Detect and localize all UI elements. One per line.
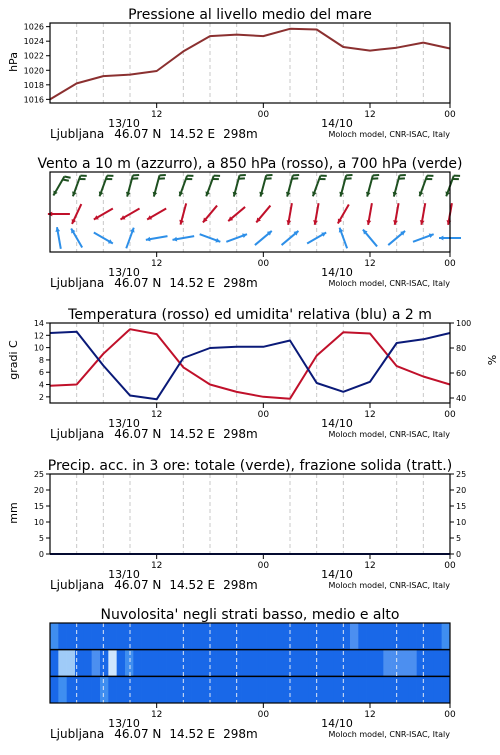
cloud-cell [375, 650, 384, 677]
cloud-cell [125, 650, 134, 677]
cloud-cell [433, 650, 442, 677]
cloud-cell [358, 650, 367, 677]
wind-barb-700 [63, 180, 69, 181]
cloud-cell [108, 623, 117, 650]
cloud-cell [358, 676, 367, 703]
x-tick-label: 12 [151, 259, 162, 269]
cloud-cell [283, 623, 292, 650]
cloud-cell [325, 623, 334, 650]
credit-label: Moloch model, CNR-ISAC, Italy [328, 730, 450, 739]
x-tick-label: 00 [444, 561, 456, 571]
y-tick-label: 8 [39, 356, 44, 365]
y-tick-label: 2 [39, 393, 44, 402]
x-tick-label: 12 [364, 110, 375, 120]
cloud-cell [175, 650, 184, 677]
cloud-cell [100, 623, 109, 650]
cloud-cell [325, 676, 334, 703]
y-tick-label: 6 [39, 368, 44, 377]
day-label-2: 14/10 [321, 717, 353, 730]
cloud-cell [217, 676, 226, 703]
location-lat: 46.07 N [114, 276, 161, 290]
cloud-cell [175, 676, 184, 703]
cloud-cell [425, 676, 434, 703]
y-right-tick-label: 15 [456, 502, 466, 511]
x-tick-label: 12 [364, 410, 375, 420]
cloud-cell [300, 650, 309, 677]
cloud-cell [158, 650, 167, 677]
cloud-cell [408, 650, 417, 677]
cloud-cell [58, 623, 67, 650]
day-label-2: 14/10 [321, 117, 353, 130]
x-tick-label: 00 [444, 410, 456, 420]
location-lon: 14.52 E [169, 276, 215, 290]
cloud-cell [242, 623, 251, 650]
cloud-cell [367, 623, 376, 650]
y-tick-label: 5 [39, 534, 44, 543]
cloud-cell [233, 623, 242, 650]
cloud-cell [158, 676, 167, 703]
y-tick-label: 1018 [24, 81, 44, 90]
pressure-ylabel: hPa [7, 52, 20, 72]
location-elevation: 298m [223, 127, 258, 141]
cloud-cell [67, 650, 76, 677]
y-tick-label: 1020 [24, 66, 44, 75]
day-label-1: 13/10 [108, 266, 140, 279]
cloud-cell [192, 650, 201, 677]
y-tick-label: 15 [34, 502, 44, 511]
cloud-cell [192, 676, 201, 703]
x-tick-label: 12 [364, 561, 375, 571]
cloud-cell [167, 623, 176, 650]
cloud-cell [425, 650, 434, 677]
cloud-cell [267, 676, 276, 703]
cloud-cell [275, 676, 284, 703]
cloud-cell [83, 650, 92, 677]
cloud-cell [408, 623, 417, 650]
cloud-cell [92, 650, 101, 677]
day-label-2: 14/10 [321, 568, 353, 581]
y-tick-label: 12 [34, 331, 44, 340]
cloud-cell [142, 676, 151, 703]
location-elevation: 298m [223, 427, 258, 441]
cloud-cell [317, 676, 326, 703]
cloud-cell [183, 623, 192, 650]
cloud-cell [442, 623, 451, 650]
cloud-cell [233, 676, 242, 703]
x-tick-label: 00 [258, 561, 270, 571]
cloud-cell [350, 650, 359, 677]
cloud-cell [375, 676, 384, 703]
cloud-cell [100, 676, 109, 703]
cloud-cell [50, 676, 59, 703]
day-label-2: 14/10 [321, 266, 353, 279]
cloud-cell [308, 650, 317, 677]
cloud-cell [167, 650, 176, 677]
cloud-cell [125, 623, 134, 650]
cloud-cell [275, 650, 284, 677]
panel-background [50, 474, 450, 554]
cloud-cell [217, 623, 226, 650]
cloud-cell [108, 650, 117, 677]
wind-barb-700 [64, 176, 70, 177]
location-lon: 14.52 E [169, 127, 215, 141]
cloud-cell [67, 676, 76, 703]
y-right-tick-label: 60 [456, 369, 466, 378]
cloud-cell [392, 650, 401, 677]
y-tick-label: 4 [39, 381, 44, 390]
cloud-cell [183, 650, 192, 677]
cloud-cell [317, 623, 326, 650]
y-right-tick-label: 10 [456, 518, 466, 527]
cloud-cell [58, 676, 67, 703]
cloud-cell [150, 676, 159, 703]
cloud-cell [367, 676, 376, 703]
cloud-cell [133, 623, 142, 650]
location-label [50, 427, 258, 441]
cloud-cell [367, 650, 376, 677]
cloud-cell [308, 623, 317, 650]
cloud-cell [250, 650, 259, 677]
cloud-cell [375, 623, 384, 650]
location-name: Ljubljana [50, 276, 104, 290]
y-tick-label: 0 [39, 550, 44, 559]
x-tick-label: 00 [258, 259, 270, 269]
x-tick-label: 00 [258, 710, 270, 720]
cloud-cell [133, 676, 142, 703]
cloud-cell [150, 650, 159, 677]
cloud-cell [242, 650, 251, 677]
cloud-cell [167, 676, 176, 703]
cloud-cell [383, 623, 392, 650]
cloud-cell [442, 650, 451, 677]
cloud-cell [83, 676, 92, 703]
cloud-cell [133, 650, 142, 677]
location-lat: 46.07 N [114, 127, 161, 141]
location-lon: 14.52 E [169, 578, 215, 592]
y-right-tick-label: 0 [456, 550, 461, 559]
day-label-1: 13/10 [108, 717, 140, 730]
cloud-cell [183, 676, 192, 703]
location-elevation: 298m [223, 276, 258, 290]
location-name: Ljubljana [50, 578, 104, 592]
cloud-cell [175, 623, 184, 650]
cloud-cell [333, 623, 342, 650]
cloud-cell [233, 650, 242, 677]
cloud-cell [258, 623, 267, 650]
cloud-cell [400, 676, 409, 703]
cloud-cell [225, 676, 234, 703]
wind-title: Vento a 10 m (azzurro), a 850 hPa (rosso), a 700 hPa (verde) [37, 156, 462, 172]
cloud-cell [417, 623, 426, 650]
cloud-cell [158, 623, 167, 650]
x-tick-label: 00 [444, 110, 456, 120]
cloud-cell [433, 623, 442, 650]
location-name: Ljubljana [50, 127, 104, 141]
y-tick-label: 1022 [24, 52, 44, 61]
x-tick-label: 00 [258, 410, 270, 420]
cloud-cell [283, 650, 292, 677]
x-tick-label: 12 [364, 259, 375, 269]
y-tick-label: 10 [34, 518, 44, 527]
cloud-cell [308, 676, 317, 703]
cloud-cell [392, 676, 401, 703]
cloud-cell [50, 623, 59, 650]
cloud-cell [58, 650, 67, 677]
credit-label: Moloch model, CNR-ISAC, Italy [328, 581, 450, 590]
credit-label: Moloch model, CNR-ISAC, Italy [328, 430, 450, 439]
y-tick-label: 1026 [24, 23, 44, 32]
precipitation-title: Precip. acc. in 3 ore: totale (verde), frazione solida (tratt.) [48, 458, 452, 474]
credit-label: Moloch model, CNR-ISAC, Italy [328, 279, 450, 288]
y-tick-label: 1016 [24, 95, 44, 104]
cloud-cell [192, 623, 201, 650]
cloud-cell [50, 650, 59, 677]
location-lon: 14.52 E [169, 727, 215, 741]
x-tick-label: 12 [151, 410, 162, 420]
cloud-cell [250, 676, 259, 703]
location-lat: 46.07 N [114, 578, 161, 592]
cloud-cell [283, 676, 292, 703]
temperature-title: Temperatura (rosso) ed umidita' relativa (blu) a 2 m [67, 307, 432, 323]
cloud-cell [383, 650, 392, 677]
panel-background [50, 323, 450, 403]
cloud-cell [400, 623, 409, 650]
location-lat: 46.07 N [114, 727, 161, 741]
cloud-cell [117, 650, 126, 677]
cloud-cell [350, 623, 359, 650]
cloud-cell [392, 623, 401, 650]
cloud-cell [67, 623, 76, 650]
cloud-cell [225, 650, 234, 677]
cloud-cell [200, 650, 209, 677]
y-tick-label: 20 [34, 486, 44, 495]
x-tick-label: 12 [151, 710, 162, 720]
y-right-tick-label: 20 [456, 486, 466, 495]
cloud-cell [417, 676, 426, 703]
cloud-cell [217, 650, 226, 677]
cloud-cell [92, 676, 101, 703]
cloud-cell [200, 623, 209, 650]
y-right-tick-label: 80 [456, 344, 466, 353]
cloud-cell [100, 650, 109, 677]
cloud-cell [383, 676, 392, 703]
cloud-cell [117, 623, 126, 650]
location-name: Ljubljana [50, 427, 104, 441]
cloud-cell [292, 623, 301, 650]
cloud-cell [400, 650, 409, 677]
cloud-cell [250, 623, 259, 650]
cloud-cell [150, 623, 159, 650]
credit-label: Moloch model, CNR-ISAC, Italy [328, 130, 450, 139]
pressure-title: Pressione al livello medio del mare [128, 7, 372, 23]
cloud-cell [200, 676, 209, 703]
location-elevation: 298m [223, 727, 258, 741]
humidity-ylabel: % [485, 355, 498, 365]
cloud-cell [142, 623, 151, 650]
day-label-2: 14/10 [321, 417, 353, 430]
y-tick-label: 14 [34, 319, 44, 328]
cloud-cell [83, 623, 92, 650]
day-label-1: 13/10 [108, 417, 140, 430]
cloud-cell [267, 623, 276, 650]
y-right-tick-label: 100 [456, 319, 471, 328]
location-lon: 14.52 E [169, 427, 215, 441]
cloud-cell [442, 676, 451, 703]
cloud-cell [358, 623, 367, 650]
cloud-cell [125, 676, 134, 703]
cloud-cell [292, 676, 301, 703]
cloud-cell [300, 623, 309, 650]
cloud-cell [317, 650, 326, 677]
x-tick-label: 12 [151, 561, 162, 571]
x-tick-label: 00 [444, 259, 456, 269]
cloud-cell [333, 650, 342, 677]
y-tick-label: 25 [34, 470, 44, 479]
cloud-cell [333, 676, 342, 703]
y-right-tick-label: 25 [456, 470, 466, 479]
x-tick-label: 12 [364, 710, 375, 720]
cloud-cell [258, 676, 267, 703]
cloud-cell [242, 676, 251, 703]
cloud-cell [433, 676, 442, 703]
cloud-cell [275, 623, 284, 650]
location-lat: 46.07 N [114, 427, 161, 441]
y-right-tick-label: 5 [456, 534, 461, 543]
location-name: Ljubljana [50, 727, 104, 741]
cloud-cell [142, 650, 151, 677]
day-label-1: 13/10 [108, 117, 140, 130]
location-label [50, 578, 258, 592]
location-label [50, 276, 258, 290]
cloud-cell [292, 650, 301, 677]
cloud-cell [350, 676, 359, 703]
x-tick-label: 12 [151, 110, 162, 120]
y-tick-label: 10 [34, 344, 44, 353]
location-elevation: 298m [223, 578, 258, 592]
cloud-title: Nuvolosita' negli strati basso, medio e alto [101, 607, 400, 623]
cloud-cell [408, 676, 417, 703]
y-right-tick-label: 40 [456, 394, 466, 403]
location-label [50, 727, 258, 741]
cloud-cell [258, 650, 267, 677]
chart-marks [24, 23, 472, 741]
cloud-cell [108, 676, 117, 703]
cloud-cell [300, 676, 309, 703]
temperature-ylabel: gradi C [7, 340, 20, 380]
day-label-1: 13/10 [108, 568, 140, 581]
cloud-cell [117, 676, 126, 703]
cloud-cell [425, 623, 434, 650]
cloud-cell [417, 650, 426, 677]
precipitation-ylabel: mm [7, 502, 20, 523]
location-label [50, 127, 258, 141]
cloud-cell [92, 623, 101, 650]
x-tick-label: 00 [444, 710, 456, 720]
cloud-cell [225, 623, 234, 650]
x-tick-label: 00 [258, 110, 270, 120]
cloud-cell [325, 650, 334, 677]
cloud-cell [267, 650, 276, 677]
y-tick-label: 1024 [24, 37, 44, 46]
